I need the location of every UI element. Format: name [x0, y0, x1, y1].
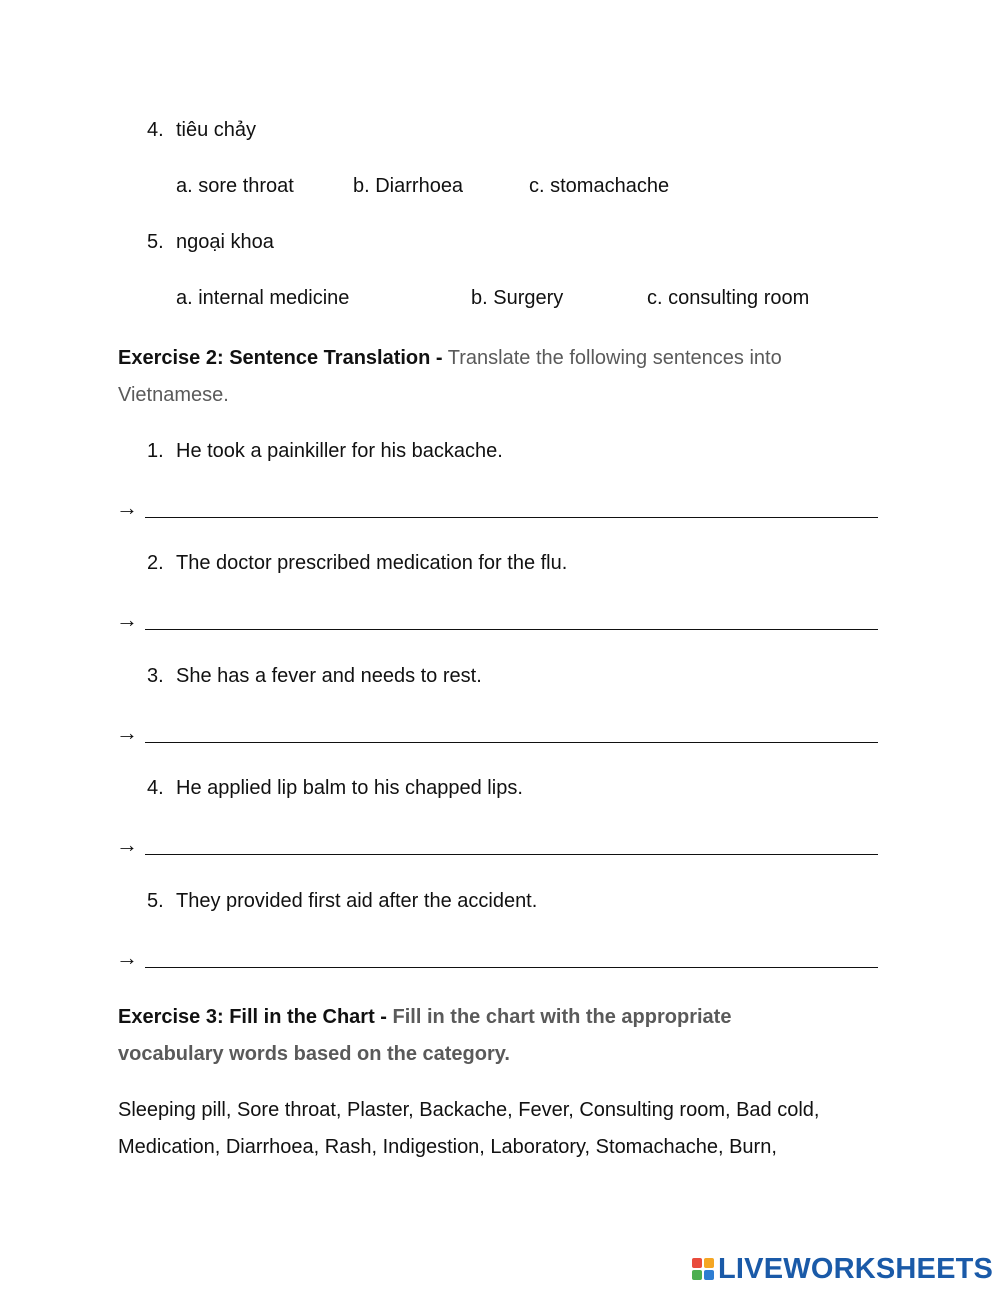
option-b: b. Surgery: [471, 287, 564, 309]
option-a: a. internal medicine: [176, 287, 350, 309]
word-bank-line: Sleeping pill, Sore throat, Plaster, Backache, Fever, Consulting room, Bad cold,: [118, 1099, 820, 1121]
item-number: 4.: [147, 119, 164, 141]
arrow-icon: →: [116, 720, 138, 745]
exercise3-description: Fill in the chart with the appropriate: [392, 1006, 732, 1028]
exercise2-description: Translate the following sentences into: [447, 347, 782, 369]
answer-line[interactable]: [145, 967, 878, 968]
sentence-text: They provided first aid after the accident.: [176, 890, 538, 912]
answer-line[interactable]: [145, 629, 878, 630]
sentence-number: 1.: [147, 440, 164, 462]
option-b: b. Diarrhoea: [353, 175, 464, 197]
option-c: c. consulting room: [647, 287, 810, 309]
item-prompt: ngoại khoa: [176, 231, 274, 253]
option-a: a. sore throat: [176, 175, 294, 197]
exercise2-description-cont: Vietnamese.: [118, 384, 229, 406]
arrow-icon: →: [116, 832, 138, 857]
answer-line[interactable]: [145, 517, 878, 518]
liveworksheets-logo: [692, 1252, 993, 1286]
item-number: 5.: [147, 231, 164, 253]
sentence-number: 4.: [147, 777, 164, 799]
item-prompt: tiêu chảy: [176, 119, 257, 141]
sentence-text: He took a painkiller for his backache.: [176, 440, 503, 462]
sentence-text: She has a fever and needs to rest.: [176, 665, 482, 687]
answer-line[interactable]: [145, 742, 878, 743]
exercise3-header: [118, 999, 888, 1073]
exercise2-header: [118, 340, 888, 414]
answer-line[interactable]: [145, 854, 878, 855]
sentence-text: He applied lip balm to his chapped lips.: [176, 777, 523, 799]
word-bank: [118, 1092, 918, 1166]
exercise2-title: Exercise 2: Sentence Translation -: [118, 347, 443, 369]
arrow-icon: →: [116, 607, 138, 632]
logo-text: LIVEWORKSHEETS: [718, 1252, 994, 1285]
exercise3-description-cont: vocabulary words based on the category.: [118, 1043, 510, 1065]
logo-mark-icon: [692, 1258, 714, 1280]
arrow-icon: →: [116, 945, 138, 970]
exercise3-title: Exercise 3: Fill in the Chart -: [118, 1006, 387, 1028]
arrow-icon: →: [116, 495, 138, 520]
sentence-number: 5.: [147, 890, 164, 912]
sentence-text: The doctor prescribed medication for the flu.: [176, 552, 568, 574]
sentence-number: 2.: [147, 552, 164, 574]
word-bank-line: Medication, Diarrhoea, Rash, Indigestion, Laboratory, Stomachache, Burn,: [118, 1136, 777, 1158]
sentence-number: 3.: [147, 665, 164, 687]
option-c: c. stomachache: [529, 175, 670, 197]
